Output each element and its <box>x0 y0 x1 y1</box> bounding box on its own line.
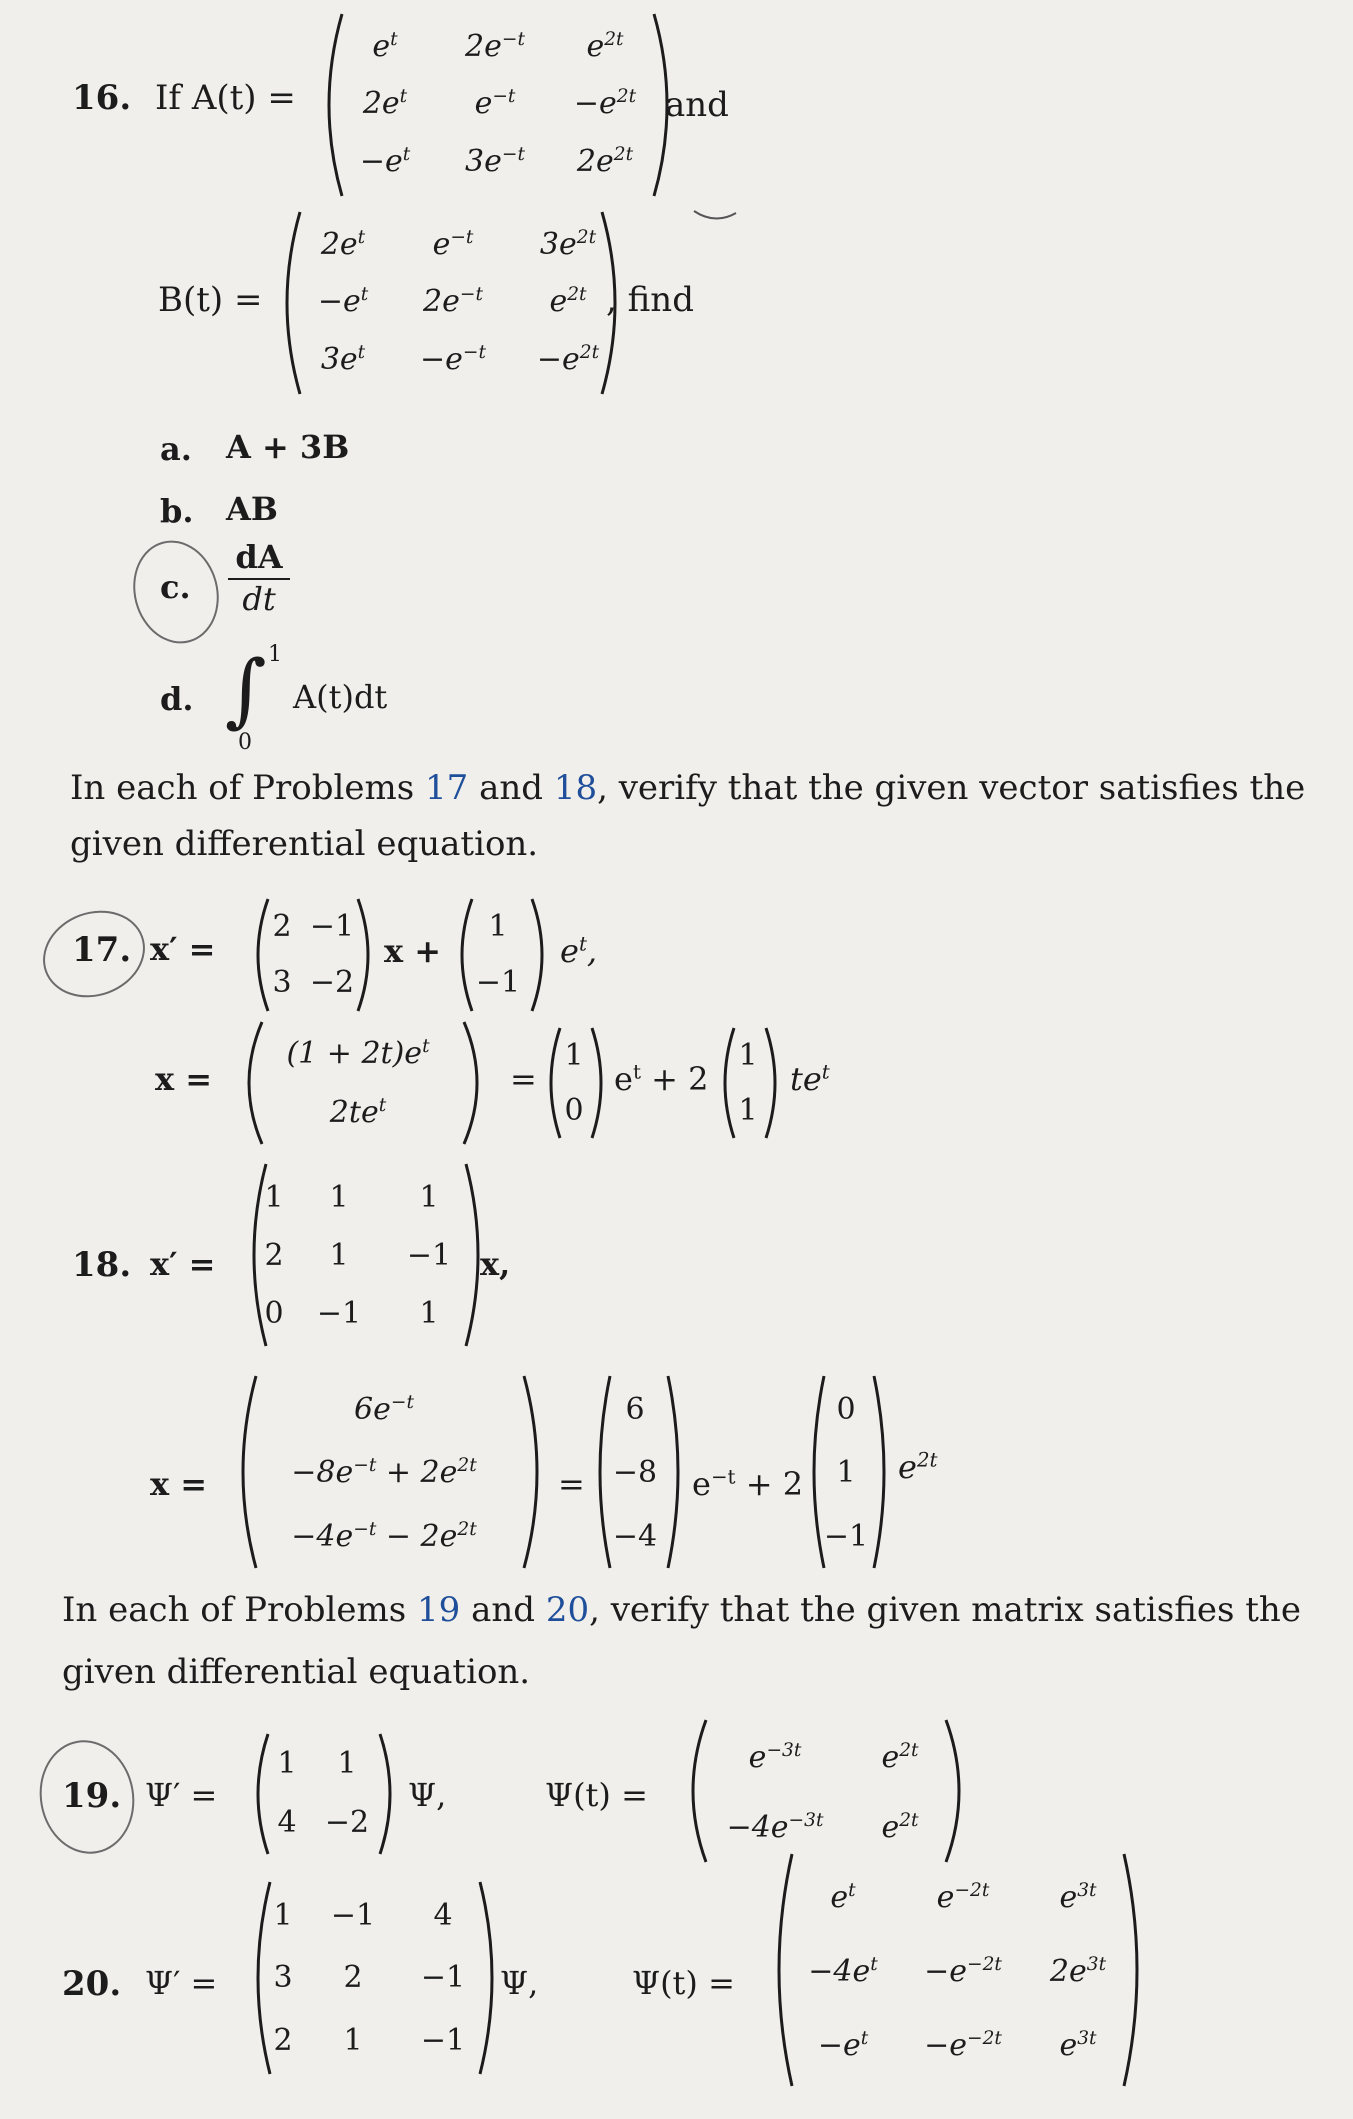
matrix-cell: $e^{-t}$ <box>474 86 516 122</box>
matrix-cell: 0 <box>564 1093 584 1128</box>
intro-19-20-mid: and <box>460 1590 546 1630</box>
matrix-cell: 1 <box>419 1295 439 1331</box>
intro-19-20-post: , verify that the given matrix satisfies the <box>589 1590 1301 1630</box>
matrix-A-body <box>335 18 655 190</box>
problem-17-link[interactable]: 17 <box>425 768 469 808</box>
problem-16-b-label: B(t) = <box>158 280 263 320</box>
problem-18-number: 18. <box>72 1245 132 1285</box>
matrix-cell: 0 <box>264 1295 284 1331</box>
matrix-cell: $-8e^{-t} + 2e^{2t}$ <box>291 1455 477 1491</box>
part-d-lower-limit: 0 <box>238 730 252 755</box>
p17-tail2: $te^t$ <box>790 1060 830 1098</box>
matrix-cell: −1 <box>823 1518 869 1554</box>
part-d-label: d. <box>160 680 194 718</box>
matrix-cell: 4 <box>277 1805 297 1840</box>
p20-P-right-paren <box>1120 1850 1154 2090</box>
matrix-cell: −8 <box>612 1455 658 1491</box>
intro-19-20-line2: given differential equation. <box>62 1652 531 1692</box>
matrix-cell: −1 <box>475 964 521 1000</box>
problem-17-number: 17. <box>72 930 132 970</box>
matrix-cell: $-4e^t$ <box>808 1953 878 1989</box>
intro-17-18-post: , verify that the given vector satisfies the <box>597 768 1306 808</box>
p17-equals: = <box>510 1060 537 1098</box>
part-b-text: AB <box>226 490 278 528</box>
part-c-derivative <box>228 538 290 618</box>
matrix-cell: $-e^{-2t}$ <box>924 2027 1002 2063</box>
p19-M-body <box>262 1734 382 1852</box>
matrix-cell: $e^{2t}$ <box>586 29 624 65</box>
part-d-text: A(t)dt <box>293 678 388 716</box>
p18-M-body <box>254 1168 474 1342</box>
matrix-cell: $e^{3t}$ <box>1059 2027 1097 2063</box>
matrix-cell: 1 <box>264 1179 284 1215</box>
p17-V1-right-paren <box>588 1024 614 1142</box>
integral-sign-icon: ∫ <box>225 643 267 736</box>
hand-drawn-circle-icon <box>122 531 230 653</box>
matrix-cell: $3e^{2t}$ <box>539 227 597 263</box>
matrix-cell: 1 <box>329 1179 349 1215</box>
matrix-cell: 0 <box>836 1392 856 1428</box>
p20-tail: Ψ, <box>500 1964 539 2002</box>
matrix-cell: $e^{-3t}$ <box>748 1739 802 1775</box>
problem-20-number: 20. <box>62 1964 122 2004</box>
matrix-cell: 1 <box>564 1038 584 1073</box>
part-a-label: a. <box>160 430 192 468</box>
matrix-cell: −1 <box>406 1237 452 1273</box>
matrix-cell: 1 <box>277 1746 297 1781</box>
p19-psi-label: Ψ(t) = <box>545 1776 648 1814</box>
matrix-cell: $6e^{-t}$ <box>354 1392 414 1428</box>
p18-tail2: $e^{2t}$ <box>898 1448 938 1486</box>
matrix-cell: $e^t$ <box>830 1879 856 1915</box>
problem-20-link[interactable]: 20 <box>545 1590 590 1630</box>
matrix-cell: −1 <box>316 1295 362 1331</box>
matrix-cell: $3e^{-t}$ <box>465 143 525 179</box>
matrix-cell: $2e^{2t}$ <box>576 143 634 179</box>
matrix-cell: $-e^t$ <box>359 143 411 179</box>
pen-mark-icon <box>690 205 740 225</box>
hand-drawn-circle-icon <box>31 897 157 1012</box>
p17-plus: $e^t + 2$ <box>614 1060 709 1098</box>
problem-16-prefix: If A(t) = <box>155 78 296 118</box>
part-b-label: b. <box>160 492 194 530</box>
matrix-cell: $e^{2t}$ <box>881 1809 919 1845</box>
p20-P-body <box>788 1860 1128 2082</box>
problem-16-find: , find <box>606 280 694 320</box>
problem-18-lhs: x′ = <box>150 1245 216 1283</box>
p18-plus: $e^{-t} + 2$ <box>692 1465 804 1503</box>
matrix-cell: $-e^{2t}$ <box>573 86 637 122</box>
p17-X-right-paren <box>460 1018 494 1148</box>
p19-M-right-paren <box>376 1730 404 1858</box>
matrix-cell: $2e^t$ <box>320 227 366 263</box>
matrix-cell: 6 <box>625 1392 645 1428</box>
p19-P-right-paren <box>942 1716 976 1866</box>
matrix-cell: $-4e^{-3t}$ <box>726 1809 824 1845</box>
intro-19-20 <box>62 1590 1332 1630</box>
p17-mid: x + <box>384 932 442 970</box>
matrix-cell: 2 <box>343 1960 363 1996</box>
hand-drawn-circle-icon <box>31 1733 143 1862</box>
matrix-cell: 4 <box>433 1897 453 1933</box>
matrix-cell: 1 <box>419 1179 439 1215</box>
p20-M-body <box>258 1884 488 2072</box>
p18-V2-right-paren <box>870 1372 898 1572</box>
p17-V-right-paren <box>528 895 556 1015</box>
matrix-cell: 2 <box>272 908 292 944</box>
matrix-cell: $2e^{-t}$ <box>465 29 525 65</box>
p17-x-label: x = <box>155 1060 213 1098</box>
matrix-cell: −1 <box>330 1897 376 1933</box>
matrix-cell: $2te^t$ <box>329 1095 387 1130</box>
problem-16-number: 16. <box>72 78 132 118</box>
matrix-cell: $-e^{2t}$ <box>536 341 600 377</box>
part-c-label: c. <box>160 568 191 606</box>
p17-M-body <box>262 898 362 1010</box>
part-c-numerator: dA <box>228 538 290 580</box>
problem-18-link[interactable]: 18 <box>553 768 598 808</box>
matrix-cell: 2 <box>273 2023 293 2059</box>
p17-M-right-paren <box>354 895 382 1015</box>
matrix-cell: −2 <box>309 964 355 1000</box>
matrix-cell: $-e^{-2t}$ <box>924 1953 1002 1989</box>
p17-V-body <box>466 898 530 1010</box>
matrix-cell: 1 <box>836 1455 856 1491</box>
matrix-cell: $-e^{-t}$ <box>420 341 486 377</box>
matrix-cell: 1 <box>337 1746 357 1781</box>
matrix-cell: 2 <box>264 1237 284 1273</box>
p18-V1-right-paren <box>664 1372 692 1572</box>
p18-x-label: x = <box>150 1465 208 1503</box>
matrix-cell: 3 <box>272 964 292 1000</box>
matrix-cell: $-4e^{-t} - 2e^{2t}$ <box>291 1518 477 1554</box>
problem-20-lhs: Ψ′ = <box>145 1964 218 2002</box>
matrix-cell: $e^{3t}$ <box>1059 1879 1097 1915</box>
p18-equals: = <box>558 1465 585 1503</box>
intro-19-20-pre: In each of Problems <box>62 1590 417 1630</box>
p19-P-body <box>700 1722 950 1862</box>
matrix-cell: $e^{2t}$ <box>881 1739 919 1775</box>
intro-17-18-pre: In each of Problems <box>70 768 425 808</box>
matrix-cell: $3e^t$ <box>320 341 366 377</box>
intro-17-18-mid: and <box>468 768 554 808</box>
matrix-cell: $2e^{3t}$ <box>1049 1953 1107 1989</box>
intro-17-18 <box>70 768 1320 808</box>
matrix-cell: $2e^t$ <box>362 86 408 122</box>
matrix-cell: −1 <box>420 2023 466 2059</box>
problem-16-and: and <box>665 85 729 125</box>
p17-tail: $e^t$, <box>560 932 598 970</box>
matrix-cell: −4 <box>612 1518 658 1554</box>
matrix-cell: $2e^{-t}$ <box>423 284 483 320</box>
p18-X-right-paren <box>520 1372 554 1572</box>
matrix-cell: 1 <box>343 2023 363 2059</box>
problem-19-lhs: Ψ′ = <box>145 1776 218 1814</box>
p19-tail: Ψ, <box>408 1776 447 1814</box>
matrix-cell: $-e^t$ <box>817 2027 869 2063</box>
part-d-upper-limit: 1 <box>268 642 282 667</box>
p18-V2-body <box>816 1378 876 1568</box>
matrix-cell: 1 <box>738 1038 758 1073</box>
matrix-cell: $e^t$ <box>372 29 398 65</box>
matrix-cell: 1 <box>273 1897 293 1933</box>
part-a-text: A + 3B <box>226 428 350 466</box>
problem-19-number: 19. <box>62 1776 122 1816</box>
intro-17-18-line2: given differential equation. <box>70 824 539 864</box>
p20-psi-label: Ψ(t) = <box>632 1964 735 2002</box>
problem-19-link[interactable]: 19 <box>417 1590 461 1630</box>
matrix-cell: 3 <box>273 1960 293 1996</box>
p17-V2-right-paren <box>762 1024 788 1142</box>
p18-X-body <box>254 1378 514 1568</box>
p18-tail: x, <box>480 1245 511 1283</box>
matrix-cell: −2 <box>324 1805 370 1840</box>
matrix-cell: $e^{-2t}$ <box>936 1879 990 1915</box>
matrix-cell: $-e^t$ <box>317 284 369 320</box>
matrix-cell: 1 <box>488 908 508 944</box>
matrix-B-body <box>293 216 623 388</box>
part-c-denominator: dt <box>242 580 276 618</box>
matrix-cell: −1 <box>309 908 355 944</box>
matrix-cell: 1 <box>329 1237 349 1273</box>
matrix-cell: $e^{-t}$ <box>432 227 474 263</box>
p18-V1-body <box>600 1378 670 1568</box>
matrix-cell: $(1 + 2t)e^t$ <box>286 1036 430 1071</box>
matrix-cell: 1 <box>738 1093 758 1128</box>
matrix-cell: −1 <box>420 1960 466 1996</box>
matrix-cell: $e^{2t}$ <box>549 284 587 320</box>
p17-X-body <box>258 1024 458 1142</box>
problem-17-lhs: x′ = <box>150 930 216 968</box>
